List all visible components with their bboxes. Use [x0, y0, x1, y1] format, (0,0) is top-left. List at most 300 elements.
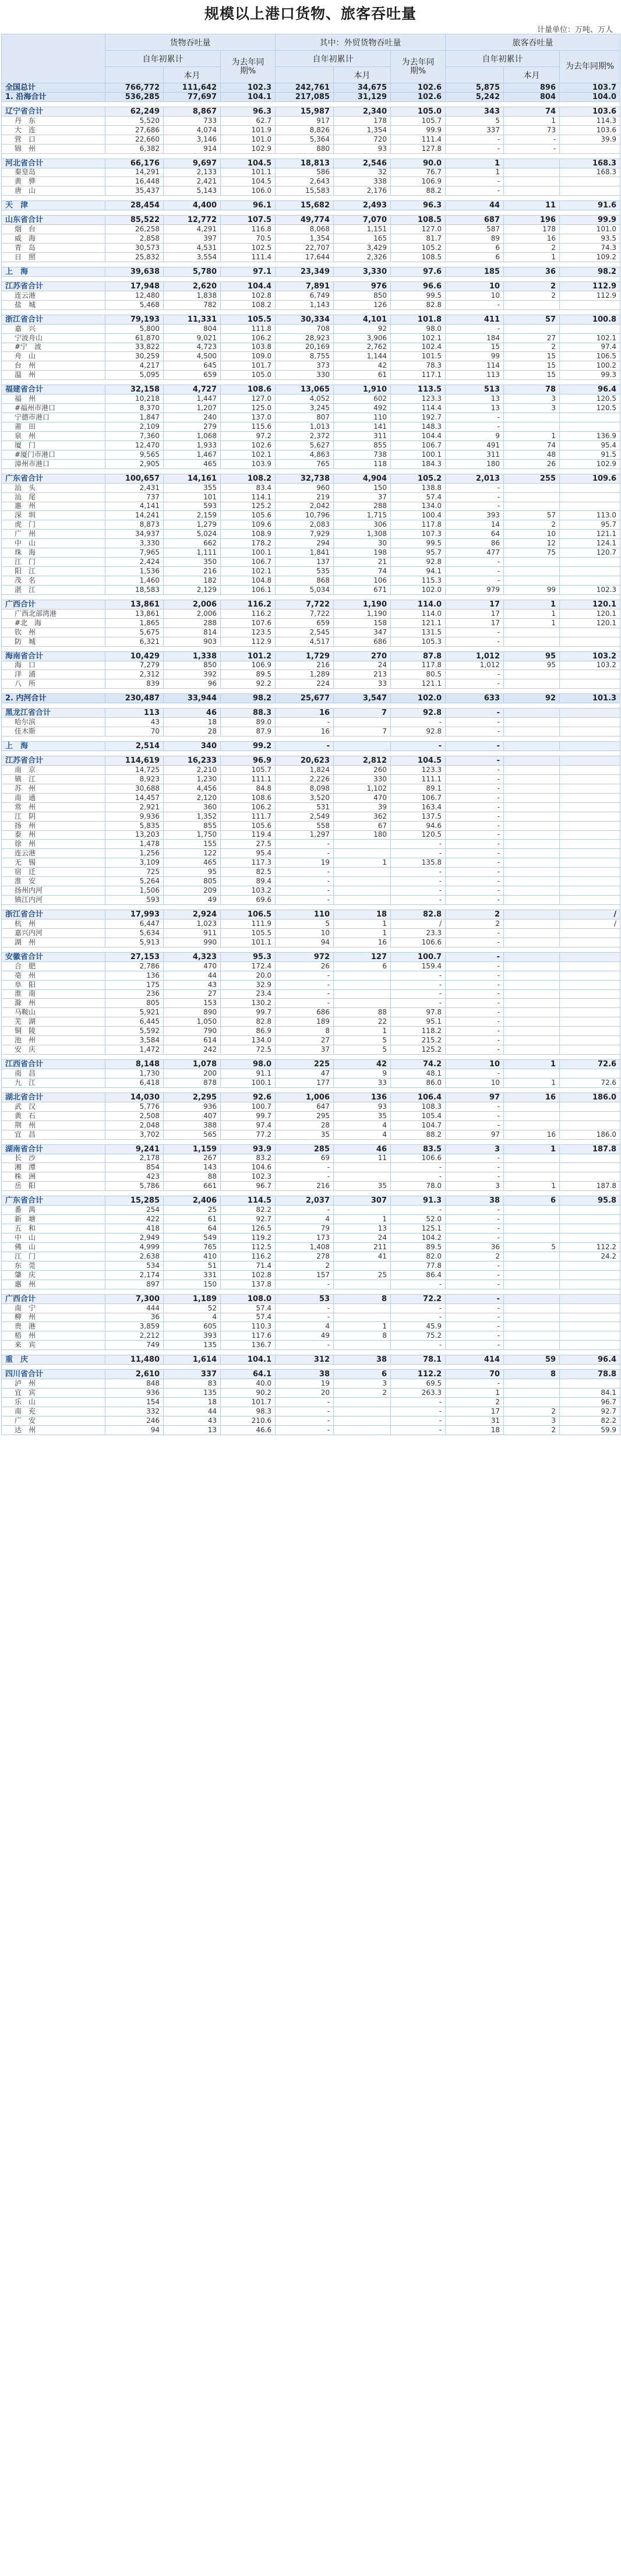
value-cell: - — [276, 1163, 334, 1172]
port-row — [2, 1379, 620, 1389]
value-cell: 52.0 — [391, 1215, 446, 1224]
value-cell: 108.0 — [221, 1294, 276, 1303]
value-cell: 73 — [504, 125, 560, 135]
spacer-row — [2, 1289, 620, 1294]
port-row — [2, 1045, 620, 1055]
value-cell: 120.5 — [391, 830, 446, 840]
port-row — [2, 1270, 620, 1280]
value-cell — [560, 483, 620, 492]
value-cell: 766,772 — [105, 83, 164, 93]
value-cell: 95.7 — [391, 548, 446, 558]
value-cell — [560, 1294, 620, 1303]
value-cell: 2,762 — [334, 343, 391, 352]
value-cell: 1,467 — [164, 450, 221, 459]
value-cell: 896 — [504, 83, 560, 93]
value-cell: 104.4 — [391, 431, 446, 441]
value-cell: 13 — [446, 394, 504, 404]
region-total-row — [2, 709, 620, 718]
value-cell: 74 — [504, 441, 560, 450]
value-cell — [560, 1234, 620, 1243]
value-cell: 5,592 — [105, 1027, 164, 1036]
value-cell — [560, 1069, 620, 1079]
value-cell: 3,702 — [105, 1130, 164, 1139]
value-cell: 35 — [334, 1182, 391, 1191]
value-cell: 2 — [504, 1407, 560, 1416]
value-cell — [560, 1261, 620, 1270]
value-cell: 37 — [334, 492, 391, 502]
value-cell: 180 — [446, 459, 504, 468]
value-cell: 1,279 — [164, 520, 221, 530]
value-cell — [504, 718, 560, 727]
value-cell: 5,675 — [105, 628, 164, 637]
value-cell: 1 — [334, 928, 391, 938]
value-cell: 98.2 — [560, 267, 620, 276]
value-cell — [504, 1341, 560, 1350]
value-cell: 25 — [164, 1206, 221, 1215]
value-cell: 10 — [504, 530, 560, 539]
value-cell — [560, 938, 620, 947]
value-cell: 102.0 — [391, 585, 446, 594]
spacer-row — [2, 153, 620, 158]
value-cell: - — [446, 989, 504, 999]
value-cell: 1 — [504, 1182, 560, 1191]
value-cell: 2,006 — [164, 600, 221, 609]
value-cell: 59.9 — [560, 1425, 620, 1435]
value-cell: 136.7 — [221, 1341, 276, 1350]
value-cell: 119.4 — [221, 830, 276, 840]
value-cell: - — [446, 567, 504, 576]
port-name-cell: 杭 州 — [2, 919, 105, 928]
value-cell: 1 — [446, 168, 504, 177]
value-cell: 105.0 — [391, 107, 446, 116]
port-name-cell: 番 禺 — [2, 1206, 105, 1215]
value-cell: 18,583 — [105, 585, 164, 594]
port-row — [2, 840, 620, 849]
value-cell: - — [446, 774, 504, 784]
value-cell: 117.8 — [391, 661, 446, 670]
value-cell: 28,923 — [276, 333, 334, 343]
value-cell: 57 — [504, 511, 560, 520]
value-cell: 7,929 — [276, 530, 334, 539]
value-cell — [560, 1303, 620, 1313]
value-cell: 43 — [164, 1416, 221, 1425]
value-cell — [334, 1261, 391, 1270]
value-cell: 211 — [334, 1242, 391, 1252]
value-cell: 1,189 — [164, 1294, 221, 1303]
value-cell: 99.3 — [560, 371, 620, 380]
spacer-cell — [2, 736, 620, 742]
value-cell: 7,300 — [105, 1294, 164, 1303]
value-cell: - — [391, 868, 446, 877]
value-cell — [504, 1008, 560, 1017]
value-cell: 868 — [276, 576, 334, 586]
value-cell: 57.4 — [391, 492, 446, 502]
value-cell: 1,012 — [446, 661, 504, 670]
port-row — [2, 618, 620, 628]
region-total-row — [2, 910, 620, 919]
region-total-row — [2, 742, 620, 751]
value-cell: 337 — [446, 125, 504, 135]
port-row — [2, 793, 620, 802]
port-name-cell: 烟 台 — [2, 225, 105, 234]
port-row — [2, 244, 620, 253]
value-cell: 48 — [504, 450, 560, 459]
port-name-cell: 安 庆 — [2, 1045, 105, 1055]
value-cell: 104.8 — [221, 576, 276, 586]
port-name-cell: 铜 陵 — [2, 1027, 105, 1036]
value-cell: 38 — [334, 1355, 391, 1365]
port-row — [2, 812, 620, 821]
header-cumulative-empty — [105, 67, 164, 83]
value-cell: 110.3 — [221, 1322, 276, 1331]
value-cell: 1 — [504, 609, 560, 618]
value-cell: 15,285 — [105, 1196, 164, 1206]
spacer-row — [2, 736, 620, 742]
value-cell: - — [446, 1280, 504, 1289]
value-cell — [504, 1069, 560, 1079]
value-cell: 4,217 — [105, 361, 164, 371]
value-cell — [504, 558, 560, 567]
port-row — [2, 1389, 620, 1398]
value-cell: 118 — [334, 459, 391, 468]
value-cell: - — [391, 980, 446, 989]
value-cell: 242,761 — [276, 83, 334, 93]
value-cell: 6,321 — [105, 637, 164, 646]
value-cell: 1,838 — [164, 291, 221, 300]
value-cell: - — [446, 144, 504, 153]
value-cell: 3,109 — [105, 858, 164, 868]
value-cell — [504, 1045, 560, 1055]
value-cell: 120.5 — [560, 404, 620, 413]
value-cell: 5,835 — [105, 821, 164, 830]
port-name-cell: 广西合计 — [2, 1294, 105, 1303]
value-cell: 101.8 — [391, 315, 446, 324]
value-cell: 5,913 — [105, 938, 164, 947]
value-cell: 127.0 — [221, 394, 276, 404]
port-name-cell: 宜 宾 — [2, 1389, 105, 1398]
value-cell — [560, 1017, 620, 1027]
value-cell: 114,619 — [105, 756, 164, 766]
value-cell — [560, 727, 620, 736]
value-cell: - — [391, 1416, 446, 1425]
port-name-cell: 阜 阳 — [2, 980, 105, 989]
value-cell: - — [276, 1407, 334, 1416]
value-cell: 39.9 — [560, 135, 620, 144]
value-cell: 103.7 — [560, 83, 620, 93]
value-cell: 103.9 — [221, 459, 276, 468]
value-cell: 159.4 — [391, 961, 446, 971]
value-cell: 8,068 — [276, 225, 334, 234]
value-cell: 99.5 — [391, 291, 446, 300]
value-cell — [560, 928, 620, 938]
value-cell: 88.2 — [391, 186, 446, 196]
value-cell: 1 — [334, 858, 391, 868]
header-cumulative: 自年初累计 — [276, 51, 391, 67]
port-name-cell: 南 宁 — [2, 1303, 105, 1313]
value-cell: 108.2 — [221, 300, 276, 309]
value-cell: 116.8 — [221, 225, 276, 234]
port-name-cell: 汕 头 — [2, 483, 105, 492]
value-cell: 16,448 — [105, 177, 164, 186]
value-cell: 42 — [334, 361, 391, 371]
value-cell: 102.8 — [221, 1270, 276, 1280]
value-cell: - — [446, 576, 504, 586]
port-name-cell: 湖北省合计 — [2, 1093, 105, 1102]
value-cell: 2,924 — [164, 910, 221, 919]
port-name-cell: 镇 江 — [2, 774, 105, 784]
value-cell: 93.9 — [221, 1144, 276, 1154]
value-cell: - — [446, 483, 504, 492]
value-cell: 2 — [446, 919, 504, 928]
value-cell: 16 — [504, 234, 560, 244]
value-cell: 97 — [446, 1130, 504, 1139]
value-cell: - — [391, 896, 446, 905]
port-row — [2, 431, 620, 441]
spacer-cell — [2, 210, 620, 216]
value-cell: 23.3 — [391, 928, 446, 938]
value-cell — [504, 1331, 560, 1341]
value-cell: 17 — [446, 609, 504, 618]
value-cell: 102.0 — [391, 694, 446, 703]
port-row — [2, 628, 620, 637]
value-cell — [334, 718, 391, 727]
port-name-cell: 株 洲 — [2, 1172, 105, 1182]
value-cell: 184 — [446, 333, 504, 343]
port-row — [2, 784, 620, 793]
port-name-cell: 舟 山 — [2, 352, 105, 361]
value-cell — [560, 413, 620, 422]
value-cell — [334, 1341, 391, 1350]
value-cell: 10,796 — [276, 511, 334, 520]
region-total-row — [2, 1196, 620, 1206]
value-cell: 4 — [164, 1313, 221, 1322]
value-cell: 9,021 — [164, 333, 221, 343]
value-cell: 111.1 — [391, 774, 446, 784]
value-cell: 78.8 — [560, 1370, 620, 1379]
value-cell: 4,323 — [164, 952, 221, 961]
port-name-cell: 中 山 — [2, 1234, 105, 1243]
spacer-cell — [2, 309, 620, 315]
port-name-cell: 全国总计 — [2, 83, 105, 93]
port-row — [2, 125, 620, 135]
value-cell: 1,190 — [334, 600, 391, 609]
value-cell: - — [276, 989, 334, 999]
value-cell: 217,085 — [276, 92, 334, 101]
value-cell: 11,480 — [105, 1355, 164, 1365]
value-cell: 182 — [164, 576, 221, 586]
value-cell: 614 — [164, 1036, 221, 1045]
value-cell: 4,141 — [105, 502, 164, 511]
value-cell — [504, 1224, 560, 1234]
port-name-cell: 深 圳 — [2, 511, 105, 520]
value-cell: 972 — [276, 952, 334, 961]
value-cell: 6 — [334, 961, 391, 971]
port-name-cell: 常 州 — [2, 802, 105, 812]
value-cell: 4,531 — [164, 244, 221, 253]
value-cell: - — [446, 1322, 504, 1331]
value-cell: 101.5 — [391, 352, 446, 361]
value-cell: 165 — [334, 234, 391, 244]
value-cell: 83 — [164, 1379, 221, 1389]
value-cell: 175 — [105, 980, 164, 989]
port-name-cell: 泉 州 — [2, 431, 105, 441]
port-row — [2, 394, 620, 404]
value-cell: 70 — [105, 727, 164, 736]
value-cell: 78.0 — [391, 1182, 446, 1191]
header-cumulative-empty — [276, 67, 334, 83]
value-cell: 661 — [164, 1182, 221, 1191]
value-cell: 158 — [334, 618, 391, 628]
value-cell: 5,800 — [105, 324, 164, 333]
value-cell — [334, 999, 391, 1008]
value-cell: 1,933 — [164, 441, 221, 450]
value-cell: 6 — [446, 253, 504, 262]
value-cell: 1 — [334, 1215, 391, 1224]
value-cell: - — [391, 840, 446, 849]
value-cell — [560, 1172, 620, 1182]
region-total-row — [2, 315, 620, 324]
port-name-cell: 合 肥 — [2, 961, 105, 971]
value-cell: 850 — [164, 661, 221, 670]
value-cell — [504, 1398, 560, 1407]
value-cell: 2,159 — [164, 511, 221, 520]
value-cell: 83.5 — [391, 1144, 446, 1154]
value-cell: 106.9 — [221, 661, 276, 670]
value-cell: 4,904 — [334, 474, 391, 483]
spacer-row — [2, 703, 620, 709]
value-cell: 814 — [164, 628, 221, 637]
value-cell: 854 — [105, 1163, 164, 1172]
port-name-cell: 锦 州 — [2, 144, 105, 153]
value-cell: 108.9 — [221, 530, 276, 539]
value-cell: 2,048 — [105, 1120, 164, 1130]
value-cell: 347 — [334, 628, 391, 637]
value-cell: 99.2 — [221, 742, 276, 751]
value-cell — [504, 186, 560, 196]
spacer-row — [2, 380, 620, 385]
value-cell: 89.5 — [221, 670, 276, 679]
value-cell — [560, 877, 620, 886]
value-cell: 46 — [164, 709, 221, 718]
value-cell: 5 — [446, 116, 504, 125]
value-cell: 12,470 — [105, 441, 164, 450]
value-cell: - — [446, 938, 504, 947]
value-cell — [560, 670, 620, 679]
port-name-cell: 长 沙 — [2, 1154, 105, 1163]
value-cell: 120.1 — [560, 600, 620, 609]
value-cell: 103.2 — [221, 886, 276, 896]
value-cell: - — [446, 1008, 504, 1017]
value-cell: 28,454 — [105, 201, 164, 210]
value-cell: 9,565 — [105, 450, 164, 459]
value-cell: 2,406 — [164, 1196, 221, 1206]
port-name-cell: 九 江 — [2, 1078, 105, 1087]
port-row — [2, 980, 620, 989]
value-cell: 8,370 — [105, 404, 164, 413]
port-name-cell: 黄 骅 — [2, 177, 105, 186]
port-name-cell: 岳 阳 — [2, 1182, 105, 1191]
port-name-cell: 宜 昌 — [2, 1130, 105, 1139]
value-cell: 2,643 — [276, 177, 334, 186]
value-cell: 27.5 — [221, 840, 276, 849]
value-cell: 101.0 — [221, 135, 276, 144]
value-cell: - — [446, 971, 504, 980]
spacer-row — [2, 947, 620, 952]
spacer-cell — [2, 594, 620, 600]
value-cell: 127 — [334, 952, 391, 961]
value-cell: 100.4 — [391, 511, 446, 520]
value-cell: - — [391, 999, 446, 1008]
value-cell: 125.2 — [221, 502, 276, 511]
value-cell: 3,554 — [164, 253, 221, 262]
value-cell: 123.5 — [221, 628, 276, 637]
value-cell — [560, 144, 620, 153]
value-cell: 102.6 — [391, 92, 446, 101]
value-cell: 74.3 — [560, 244, 620, 253]
value-cell: 5,364 — [276, 135, 334, 144]
port-row — [2, 1416, 620, 1425]
port-row — [2, 1215, 620, 1224]
port-row — [2, 1303, 620, 1313]
value-cell — [504, 1234, 560, 1243]
port-row — [2, 670, 620, 679]
value-cell: 187.8 — [560, 1182, 620, 1191]
value-cell: 92.8 — [391, 709, 446, 718]
value-cell: 686 — [334, 637, 391, 646]
value-cell — [560, 1036, 620, 1045]
port-name-cell: 江 门 — [2, 558, 105, 567]
value-cell: 9 — [334, 1069, 391, 1079]
value-cell: 43 — [105, 718, 164, 727]
value-cell: 72.6 — [560, 1078, 620, 1087]
value-cell: 5 — [334, 1045, 391, 1055]
value-cell: 2,424 — [105, 558, 164, 567]
value-cell — [560, 765, 620, 774]
value-cell: 108.6 — [221, 793, 276, 802]
header-month: 本月 — [504, 67, 560, 83]
value-cell: 5,634 — [105, 928, 164, 938]
value-cell: 76.7 — [391, 168, 446, 177]
value-cell: 97.6 — [391, 267, 446, 276]
region-total-row — [2, 474, 620, 483]
port-row — [2, 830, 620, 840]
value-cell: 104.7 — [391, 1120, 446, 1130]
value-cell: 82.0 — [391, 1252, 446, 1261]
value-cell: 1,050 — [164, 1017, 221, 1027]
value-cell: - — [276, 1313, 334, 1322]
value-cell: 6,445 — [105, 1017, 164, 1027]
region-total-row — [2, 1060, 620, 1069]
value-cell: 52 — [164, 1303, 221, 1313]
value-cell — [334, 1163, 391, 1172]
value-cell — [504, 999, 560, 1008]
value-cell: 1,159 — [164, 1144, 221, 1154]
value-cell: - — [446, 999, 504, 1008]
port-row — [2, 727, 620, 736]
value-cell: 137.5 — [391, 812, 446, 821]
value-cell: 25 — [334, 1270, 391, 1280]
value-cell — [504, 670, 560, 679]
value-cell: 418 — [105, 1224, 164, 1234]
value-cell: 106.7 — [391, 441, 446, 450]
value-cell: 16 — [504, 1093, 560, 1102]
value-cell: 278 — [276, 1252, 334, 1261]
value-cell: 131.5 — [391, 628, 446, 637]
value-cell: 153 — [164, 999, 221, 1008]
value-cell — [504, 300, 560, 309]
value-cell: 4,863 — [276, 450, 334, 459]
value-cell: 177 — [276, 1078, 334, 1087]
